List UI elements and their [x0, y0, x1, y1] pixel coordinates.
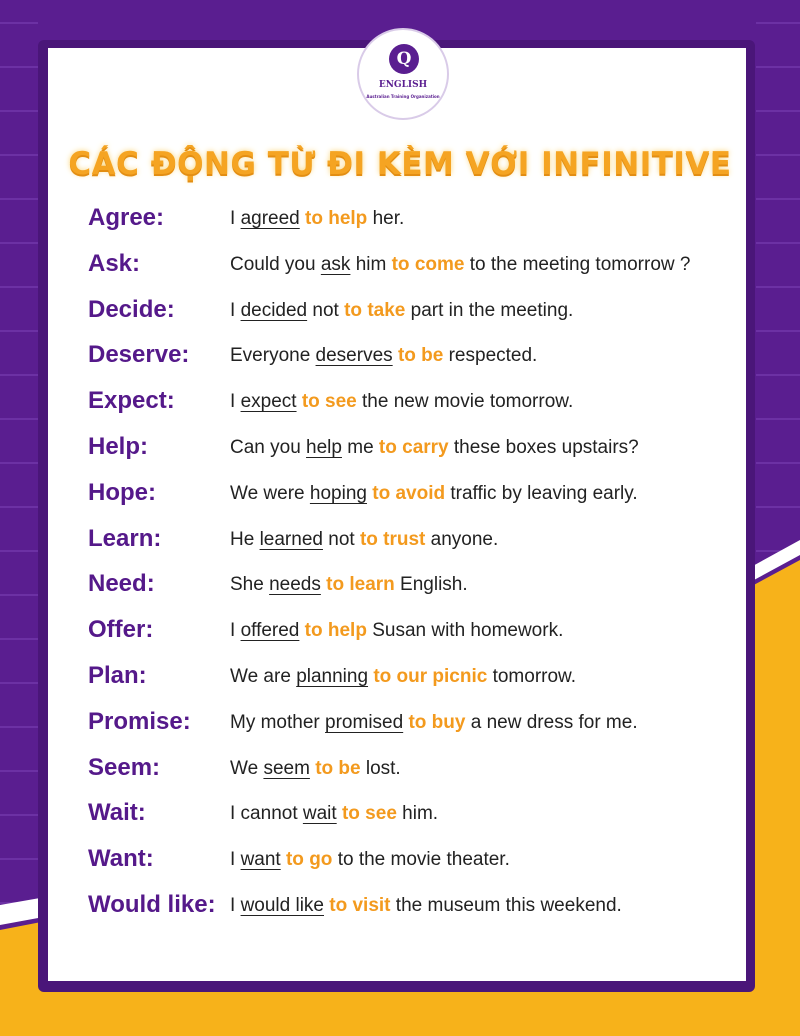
list-item	[0, 425, 800, 471]
background-stripe	[756, 66, 800, 68]
sentence-inf: to come	[391, 253, 465, 275]
background-stripe	[0, 110, 38, 112]
sentence-after: English.	[394, 574, 468, 596]
list-item	[0, 333, 800, 379]
example-sentence	[230, 758, 401, 780]
sentence-before: I	[230, 208, 241, 229]
sentence-inf: to see	[341, 803, 397, 825]
example-sentence	[230, 483, 638, 505]
list-item	[0, 791, 800, 837]
sentence-main: would like	[240, 895, 324, 916]
example-sentence	[230, 666, 576, 688]
sentence-before: I cannot	[230, 803, 303, 825]
list-item	[0, 517, 800, 563]
sentence-main: decided	[240, 299, 308, 321]
example-sentence	[230, 254, 690, 276]
sentence-before: My mother	[230, 711, 326, 733]
verb-label: Would like:	[88, 891, 216, 918]
example-sentence	[230, 437, 639, 459]
verb-label: Promise:	[88, 707, 191, 735]
sentence-main: hoping	[309, 482, 367, 504]
sentence-main: deserves	[315, 345, 393, 367]
logo-name: ENGLISH	[378, 80, 428, 90]
sentence-after: traffic by leaving early.	[445, 482, 638, 504]
sentence-main: expect	[240, 391, 297, 413]
sentence-inf: to avoid	[372, 482, 446, 504]
background-stripe	[756, 22, 800, 24]
sentence-inf: to see	[301, 391, 357, 413]
list-item	[0, 608, 800, 654]
sentence-after: Susan with homework.	[366, 620, 564, 642]
sentence-main: promised	[325, 711, 404, 733]
verb-label: Learn:	[88, 524, 162, 552]
sentence-before: Everyone	[230, 345, 316, 367]
sentence-before: We were	[230, 482, 310, 504]
logo-q-icon: Q	[389, 44, 419, 74]
sentence-inf: to buy	[408, 711, 466, 733]
verb-label: Hope:	[88, 478, 156, 506]
example-sentence	[230, 895, 622, 917]
sentence-inf: to help	[304, 620, 367, 642]
background-stripe	[0, 66, 38, 68]
sentence-inf: to our picnic	[373, 666, 488, 687]
example-sentence	[230, 620, 563, 642]
sentence-before: I	[230, 299, 241, 321]
background-stripe	[756, 110, 800, 112]
sentence-before: Can you	[230, 437, 307, 458]
list-item	[0, 196, 800, 242]
sentence-middle: not	[322, 528, 360, 550]
sentence-main: planning	[296, 666, 369, 687]
sentence-after: a new dress for me.	[465, 711, 638, 733]
verb-label: Seem:	[88, 753, 161, 781]
example-sentence	[230, 345, 537, 367]
sentence-inf: to visit	[329, 895, 391, 916]
sentence-middle: him	[350, 253, 392, 275]
sentence-before: He	[230, 528, 260, 550]
background-stripe	[0, 22, 38, 24]
sentence-main: ask	[320, 253, 351, 275]
verb-label: Wait:	[88, 799, 146, 827]
list-item	[0, 837, 800, 883]
example-sentence	[230, 803, 438, 825]
verb-label: Want:	[88, 845, 154, 873]
sentence-after: him.	[396, 803, 439, 825]
sentence-before: Could you	[230, 253, 321, 275]
example-sentence	[230, 849, 510, 871]
logo-tagline: Australian Training Organization	[366, 94, 440, 99]
list-item	[0, 562, 800, 608]
list-item	[0, 746, 800, 792]
sentence-before: We	[230, 757, 264, 779]
sentence-main: help	[306, 437, 342, 458]
sentence-main: offered	[240, 620, 300, 642]
logo	[357, 28, 449, 120]
verb-label: Offer:	[88, 616, 154, 644]
sentence-main: wait	[302, 803, 337, 825]
sentence-inf: to help	[305, 208, 368, 229]
verb-label: Agree:	[88, 204, 165, 231]
sentence-main: learned	[259, 528, 323, 550]
verb-label: Expect:	[88, 387, 175, 415]
sentence-main: agreed	[240, 208, 300, 229]
verb-label: Ask:	[88, 249, 141, 277]
sentence-inf: to carry	[378, 437, 449, 458]
sentence-after: anyone.	[425, 528, 499, 550]
list-item	[0, 654, 800, 700]
sentence-after: tomorrow.	[487, 666, 577, 687]
sentence-after: the museum this weekend.	[390, 895, 622, 916]
sentence-after: respected.	[443, 345, 538, 367]
example-sentence	[230, 712, 638, 734]
sentence-main: seem	[263, 757, 310, 779]
sentence-before: I	[230, 895, 241, 916]
example-sentence	[230, 529, 498, 551]
list-item	[0, 700, 800, 746]
sentence-before: I	[230, 620, 241, 642]
verb-label: Decide:	[88, 295, 175, 323]
example-sentence	[230, 391, 573, 413]
sentence-before: She	[230, 574, 270, 596]
sentence-after: the new movie tomorrow.	[356, 391, 574, 413]
sentence-after: these boxes upstairs?	[448, 437, 639, 458]
sentence-after: to the movie theater.	[332, 849, 510, 871]
sentence-before: We are	[230, 666, 297, 687]
sentence-middle: not	[307, 299, 345, 321]
list-item	[0, 471, 800, 517]
sentence-inf: to be	[397, 345, 444, 367]
example-sentence	[230, 574, 468, 596]
list-item	[0, 242, 800, 288]
example-sentence	[230, 300, 573, 322]
list-item	[0, 379, 800, 425]
verb-label: Plan:	[88, 662, 147, 689]
sentence-inf: to trust	[359, 528, 426, 550]
list-item	[0, 883, 800, 929]
page-title: CÁC ĐỘNG TỪ ĐI KÈM VỚI INFINITIVE	[68, 146, 732, 182]
sentence-inf: to be	[315, 757, 361, 779]
sentence-before: I	[230, 849, 241, 871]
verb-label: Help:	[88, 433, 148, 460]
sentence-middle: me	[341, 437, 379, 458]
verb-label: Need:	[88, 570, 155, 598]
list-item	[0, 288, 800, 334]
sentence-main: want	[240, 849, 281, 871]
sentence-after: to the meeting tomorrow ?	[464, 253, 691, 275]
sentence-inf: to learn	[326, 574, 395, 596]
example-sentence	[230, 208, 404, 230]
sentence-before: I	[230, 391, 241, 413]
verb-label: Deserve:	[88, 341, 190, 369]
sentence-after: lost.	[360, 757, 401, 779]
sentence-main: needs	[269, 574, 321, 596]
sentence-after: her.	[367, 208, 405, 229]
sentence-inf: to take	[344, 299, 406, 321]
sentence-inf: to go	[285, 849, 333, 871]
sentence-after: part in the meeting.	[405, 299, 574, 321]
